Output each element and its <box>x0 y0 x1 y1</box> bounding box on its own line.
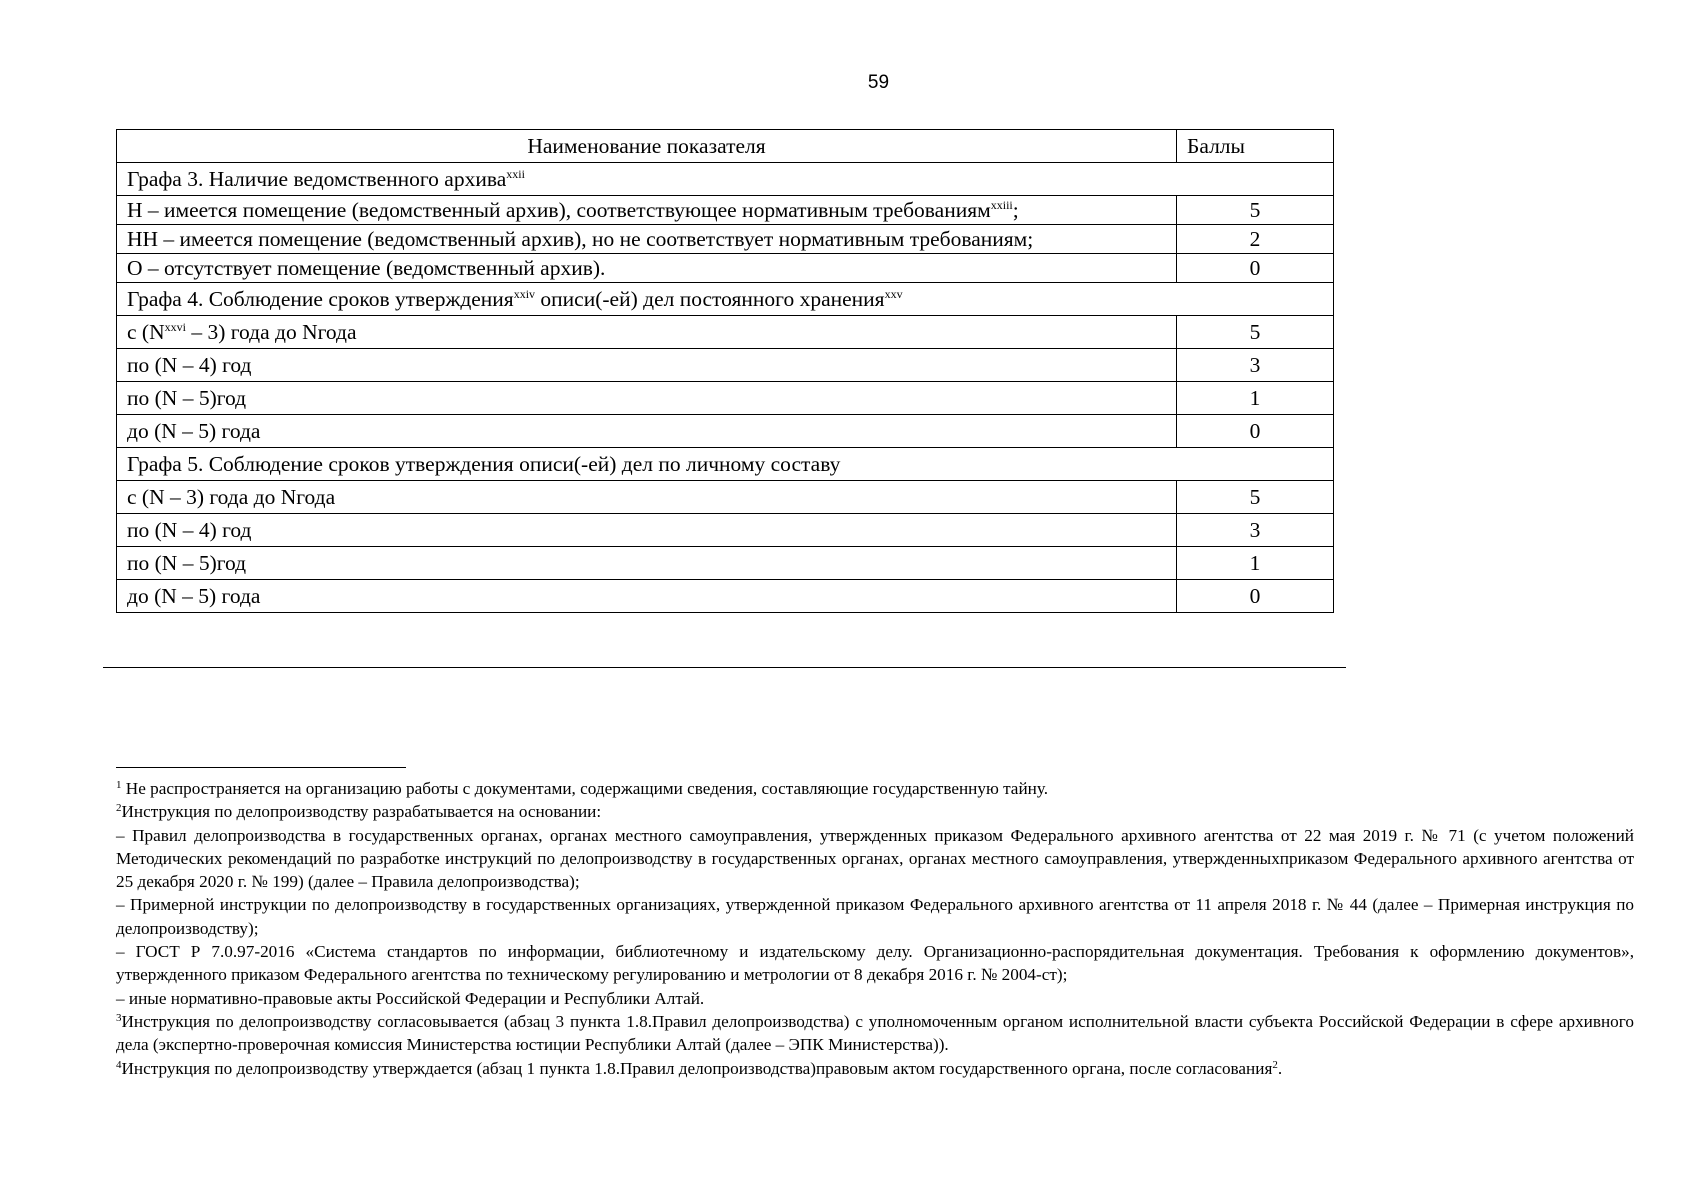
table-row <box>117 316 1334 349</box>
score-table <box>116 129 1334 613</box>
footnote-2-item: – иные нормативно-правовые акты Российской Федерации и Республики Алтай. <box>116 988 705 1008</box>
row-label: Н – имеется помещение (ведомственный архив), соответствующее нормативным требованиям$^{xxiii}$; <box>117 196 1177 225</box>
section-title-row <box>117 283 1334 316</box>
footnote-ref: xxiv <box>513 286 536 301</box>
footnote-2: $^2$Инструкция по делопроизводству разрабатывается на основании: <box>116 802 602 822</box>
row-label: до (N – 5) года <box>117 580 1177 613</box>
row-label: до (N – 5) года <box>117 415 1177 448</box>
row-value: 3 <box>1177 349 1334 382</box>
footnote-ref: xxvi <box>164 319 186 334</box>
footnote-3: $^3$Инструкция по делопроизводству согласовывается (абзац 3 пункта 1.8.Правил делопроизводства) с уполномоченным органом исполнительной власти субъекта Российской Федерации в сфере архивного дела (экспертно-проверочная комиссия Министерства юстиции Республики Алтай (далее – ЭПК Министерства)). <box>116 1011 1634 1055</box>
section-title: Графа 4. Соблюдение сроков утверждения$^{xxiv}$ описи(-ей) дел постоянного хранения$^{xxv}$ <box>117 283 1334 316</box>
row-value: 0 <box>1177 580 1334 613</box>
row-label: с (N – 3) года до Nгода <box>117 481 1177 514</box>
row-value: 0 <box>1177 415 1334 448</box>
row-value: 5 <box>1177 316 1334 349</box>
table-row <box>117 481 1334 514</box>
footnote-2-item: – Примерной инструкции по делопроизводству в государственных организациях, утвержденной приказом Федерального архивного агентства от 11 апреля 2018 г. № 44 (далее – Примерная инструкция по делопроизводству); <box>116 895 1634 938</box>
table-row <box>117 580 1334 613</box>
row-label: О – отсутствует помещение (ведомственный архив). <box>117 254 1177 283</box>
row-label: по (N – 5)год <box>117 547 1177 580</box>
section-title-row <box>117 448 1334 481</box>
row-label: НН – имеется помещение (ведомственный архив), но не соответствует нормативным требованиям; <box>117 225 1177 254</box>
table-row <box>117 349 1334 382</box>
table-row <box>117 254 1334 283</box>
row-label: с $(N^{xxvi} - 3)$ года до Nгода <box>117 316 1177 349</box>
table-row <box>117 547 1334 580</box>
row-value: 2 <box>1177 225 1334 254</box>
table-row <box>117 415 1334 448</box>
section-title-row <box>117 163 1334 196</box>
table-row <box>117 382 1334 415</box>
horizontal-rule <box>103 667 1346 668</box>
footnote-ref: xxii <box>506 166 525 181</box>
table-header-row <box>117 130 1334 163</box>
table-row <box>117 225 1334 254</box>
footnote-ref: xxiii <box>990 197 1013 212</box>
row-label: по (N – 4) год <box>117 514 1177 547</box>
page-number: 59 <box>867 72 890 93</box>
row-value: 1 <box>1177 382 1334 415</box>
row-label: по (N – 5)год <box>117 382 1177 415</box>
table-row <box>117 196 1334 225</box>
row-value: 3 <box>1177 514 1334 547</box>
footnote-separator <box>116 767 406 768</box>
footnote-ref: xxv <box>884 286 903 301</box>
section-title: Графа 3. Наличие ведомственного архива$^{xxii}$ <box>117 163 1334 196</box>
row-value: 1 <box>1177 547 1334 580</box>
section-title: Графа 5. Соблюдение сроков утверждения описи(-ей) дел по личному составу <box>117 448 1334 481</box>
footnote-2-item: – Правил делопроизводства в государственных органах, органах местного самоуправления, утвержденных приказом Федерального архивного агентства от 22 мая 2019 г. № 71 (с учетом положений Методических рекомендаций по разработке инструкций по делопроизводству в государственных органах, органах местного самоуправления, утвержденныхприказом Федерального архивного агентства от 25 декабря 2020 г. № 199) (далее – Правила делопроизводства); <box>116 825 1634 892</box>
header-points <box>1177 130 1334 163</box>
header-points-label: Баллы <box>1187 133 1245 158</box>
header-name: Наименование показателя <box>117 130 1177 163</box>
row-value: 5 <box>1177 196 1334 225</box>
row-value: 0 <box>1177 254 1334 283</box>
row-value: 5 <box>1177 481 1334 514</box>
row-label: по (N – 4) год <box>117 349 1177 382</box>
table-row <box>117 514 1334 547</box>
footnote-4: $^4$Инструкция по делопроизводству утверждается (абзац 1 пункта 1.8.Правил делопроизводства)правовым актом государственного органа, после согласования$^2$. <box>116 1058 1283 1078</box>
footnotes <box>116 777 1634 1080</box>
footnote-1: $^1$ Не распространяется на организацию работы с документами, содержащими сведения, составляющие государственную тайну. <box>116 779 1049 798</box>
footnote-2-item: – ГОСТ Р 7.0.97-2016 «Система стандартов по информации, библиотечному и издательскому делу. Организационно-распорядительная документация. Требования к оформлению документов», утвержденного приказом Федерального агентства по техническому регулированию и метрологии от 8 декабря 2016 г. № 2004-ст); <box>116 942 1634 985</box>
